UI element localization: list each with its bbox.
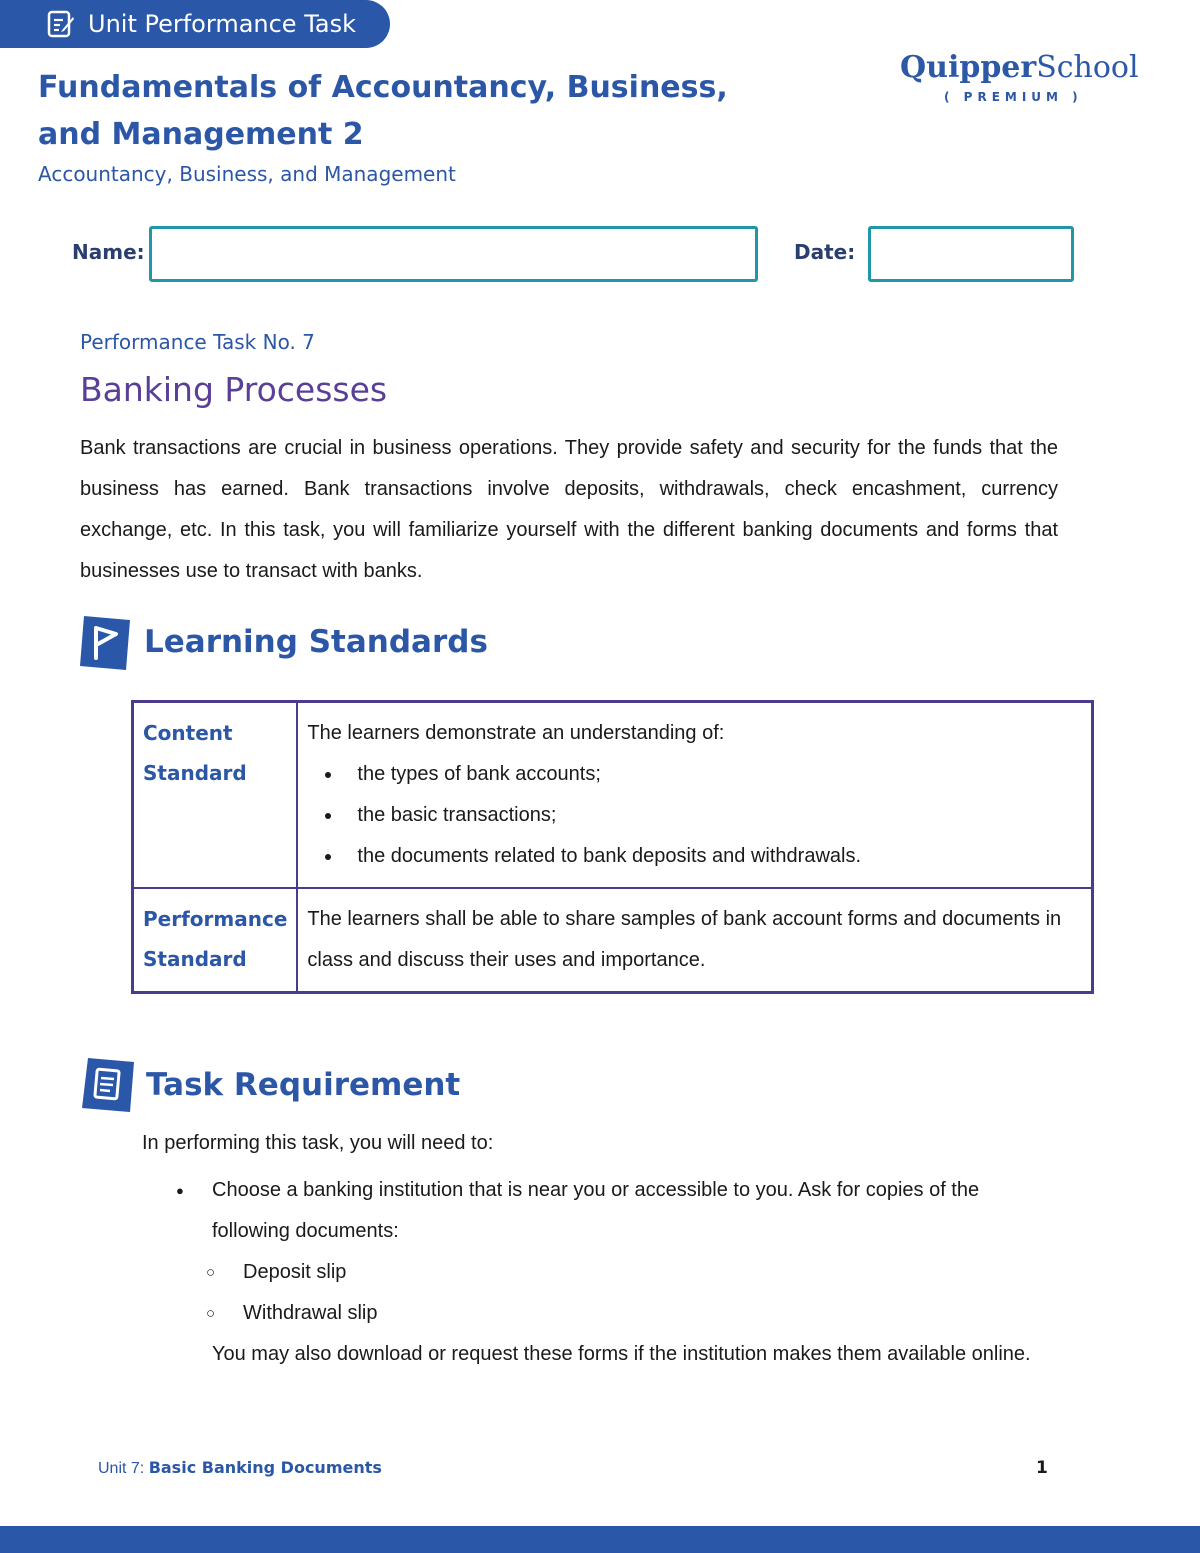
name-field[interactable]	[149, 226, 758, 282]
document-sublist	[172, 1252, 1058, 1334]
footer-unit-prefix: Unit 7:	[98, 1460, 149, 1477]
name-label: Name:	[72, 240, 145, 264]
learning-standards-title: Learning Standards	[144, 624, 488, 660]
bottom-bar	[0, 1526, 1200, 1553]
performance-standard-label: Performance Standard	[133, 888, 298, 993]
content-standard-label: Content Standard	[133, 702, 298, 889]
flag-icon	[78, 612, 134, 672]
logo-brand-light: School	[1036, 50, 1139, 85]
list-item: ○ Deposit slip	[172, 1252, 1058, 1293]
logo-premium-tag: ( PREMIUM )	[944, 90, 1083, 104]
learning-standards-table	[131, 700, 1094, 994]
task-requirement-title: Task Requirement	[146, 1067, 461, 1103]
logo-brand-bold: Quipper	[900, 50, 1037, 85]
content-standard-list	[307, 754, 1082, 877]
list-item: ○ Withdrawal slip	[172, 1293, 1058, 1334]
course-title: Fundamentals of Accountancy, Business, and Management 2	[38, 70, 728, 152]
requirement-list	[172, 1170, 1058, 1375]
requirement-bullet: ● Choose a banking institution that is near you or accessible to you. Ask for copies of the following documents:	[172, 1170, 1058, 1252]
banner-label: Unit Performance Task	[88, 10, 356, 38]
task-requirement-heading	[80, 1056, 460, 1114]
unit-performance-task-banner	[0, 0, 390, 48]
footer-unit	[98, 1458, 382, 1478]
list-item: • the basic transactions;	[343, 795, 1082, 836]
content-standard-cell	[297, 702, 1092, 889]
list-item: • the documents related to bank deposits and withdrawals.	[343, 836, 1082, 877]
performance-standard-row	[133, 888, 1093, 993]
date-field[interactable]	[868, 226, 1074, 282]
task-checklist-icon	[46, 9, 76, 39]
performance-standard-text: The learners shall be able to share samples of bank account forms and documents in class and discuss their uses and importance.	[297, 888, 1092, 993]
document-sublist-container	[172, 1252, 1058, 1334]
content-standard-intro: The learners demonstrate an understanding of:	[307, 722, 725, 744]
footer-unit-title: Basic Banking Documents	[148, 1458, 382, 1477]
task-intro-paragraph: Bank transactions are crucial in business operations. They provide safety and security for the funds that the business has earned. Bank transactions involve deposits, withdrawals, check encashment, currency exchange, etc. In this task, you will familiarize yourself with the different banking documents and forms that businesses use to transact with banks.	[80, 437, 1058, 582]
task-number: Performance Task No. 7	[80, 330, 315, 354]
requirement-note: You may also download or request these forms if the institution makes them available online.	[212, 1343, 1031, 1365]
page-number: 1	[1036, 1458, 1048, 1478]
learning-standards-heading	[78, 612, 488, 672]
requirement-intro: In performing this task, you will need to:	[142, 1132, 494, 1154]
date-label: Date:	[794, 240, 856, 264]
subject-subtitle: Accountancy, Business, and Management	[38, 162, 456, 186]
document-list-icon	[80, 1056, 136, 1114]
quipper-school-logo	[900, 50, 1139, 104]
task-title: Banking Processes	[80, 370, 388, 409]
list-item: • the types of bank accounts;	[343, 754, 1082, 795]
content-standard-row	[133, 702, 1093, 889]
